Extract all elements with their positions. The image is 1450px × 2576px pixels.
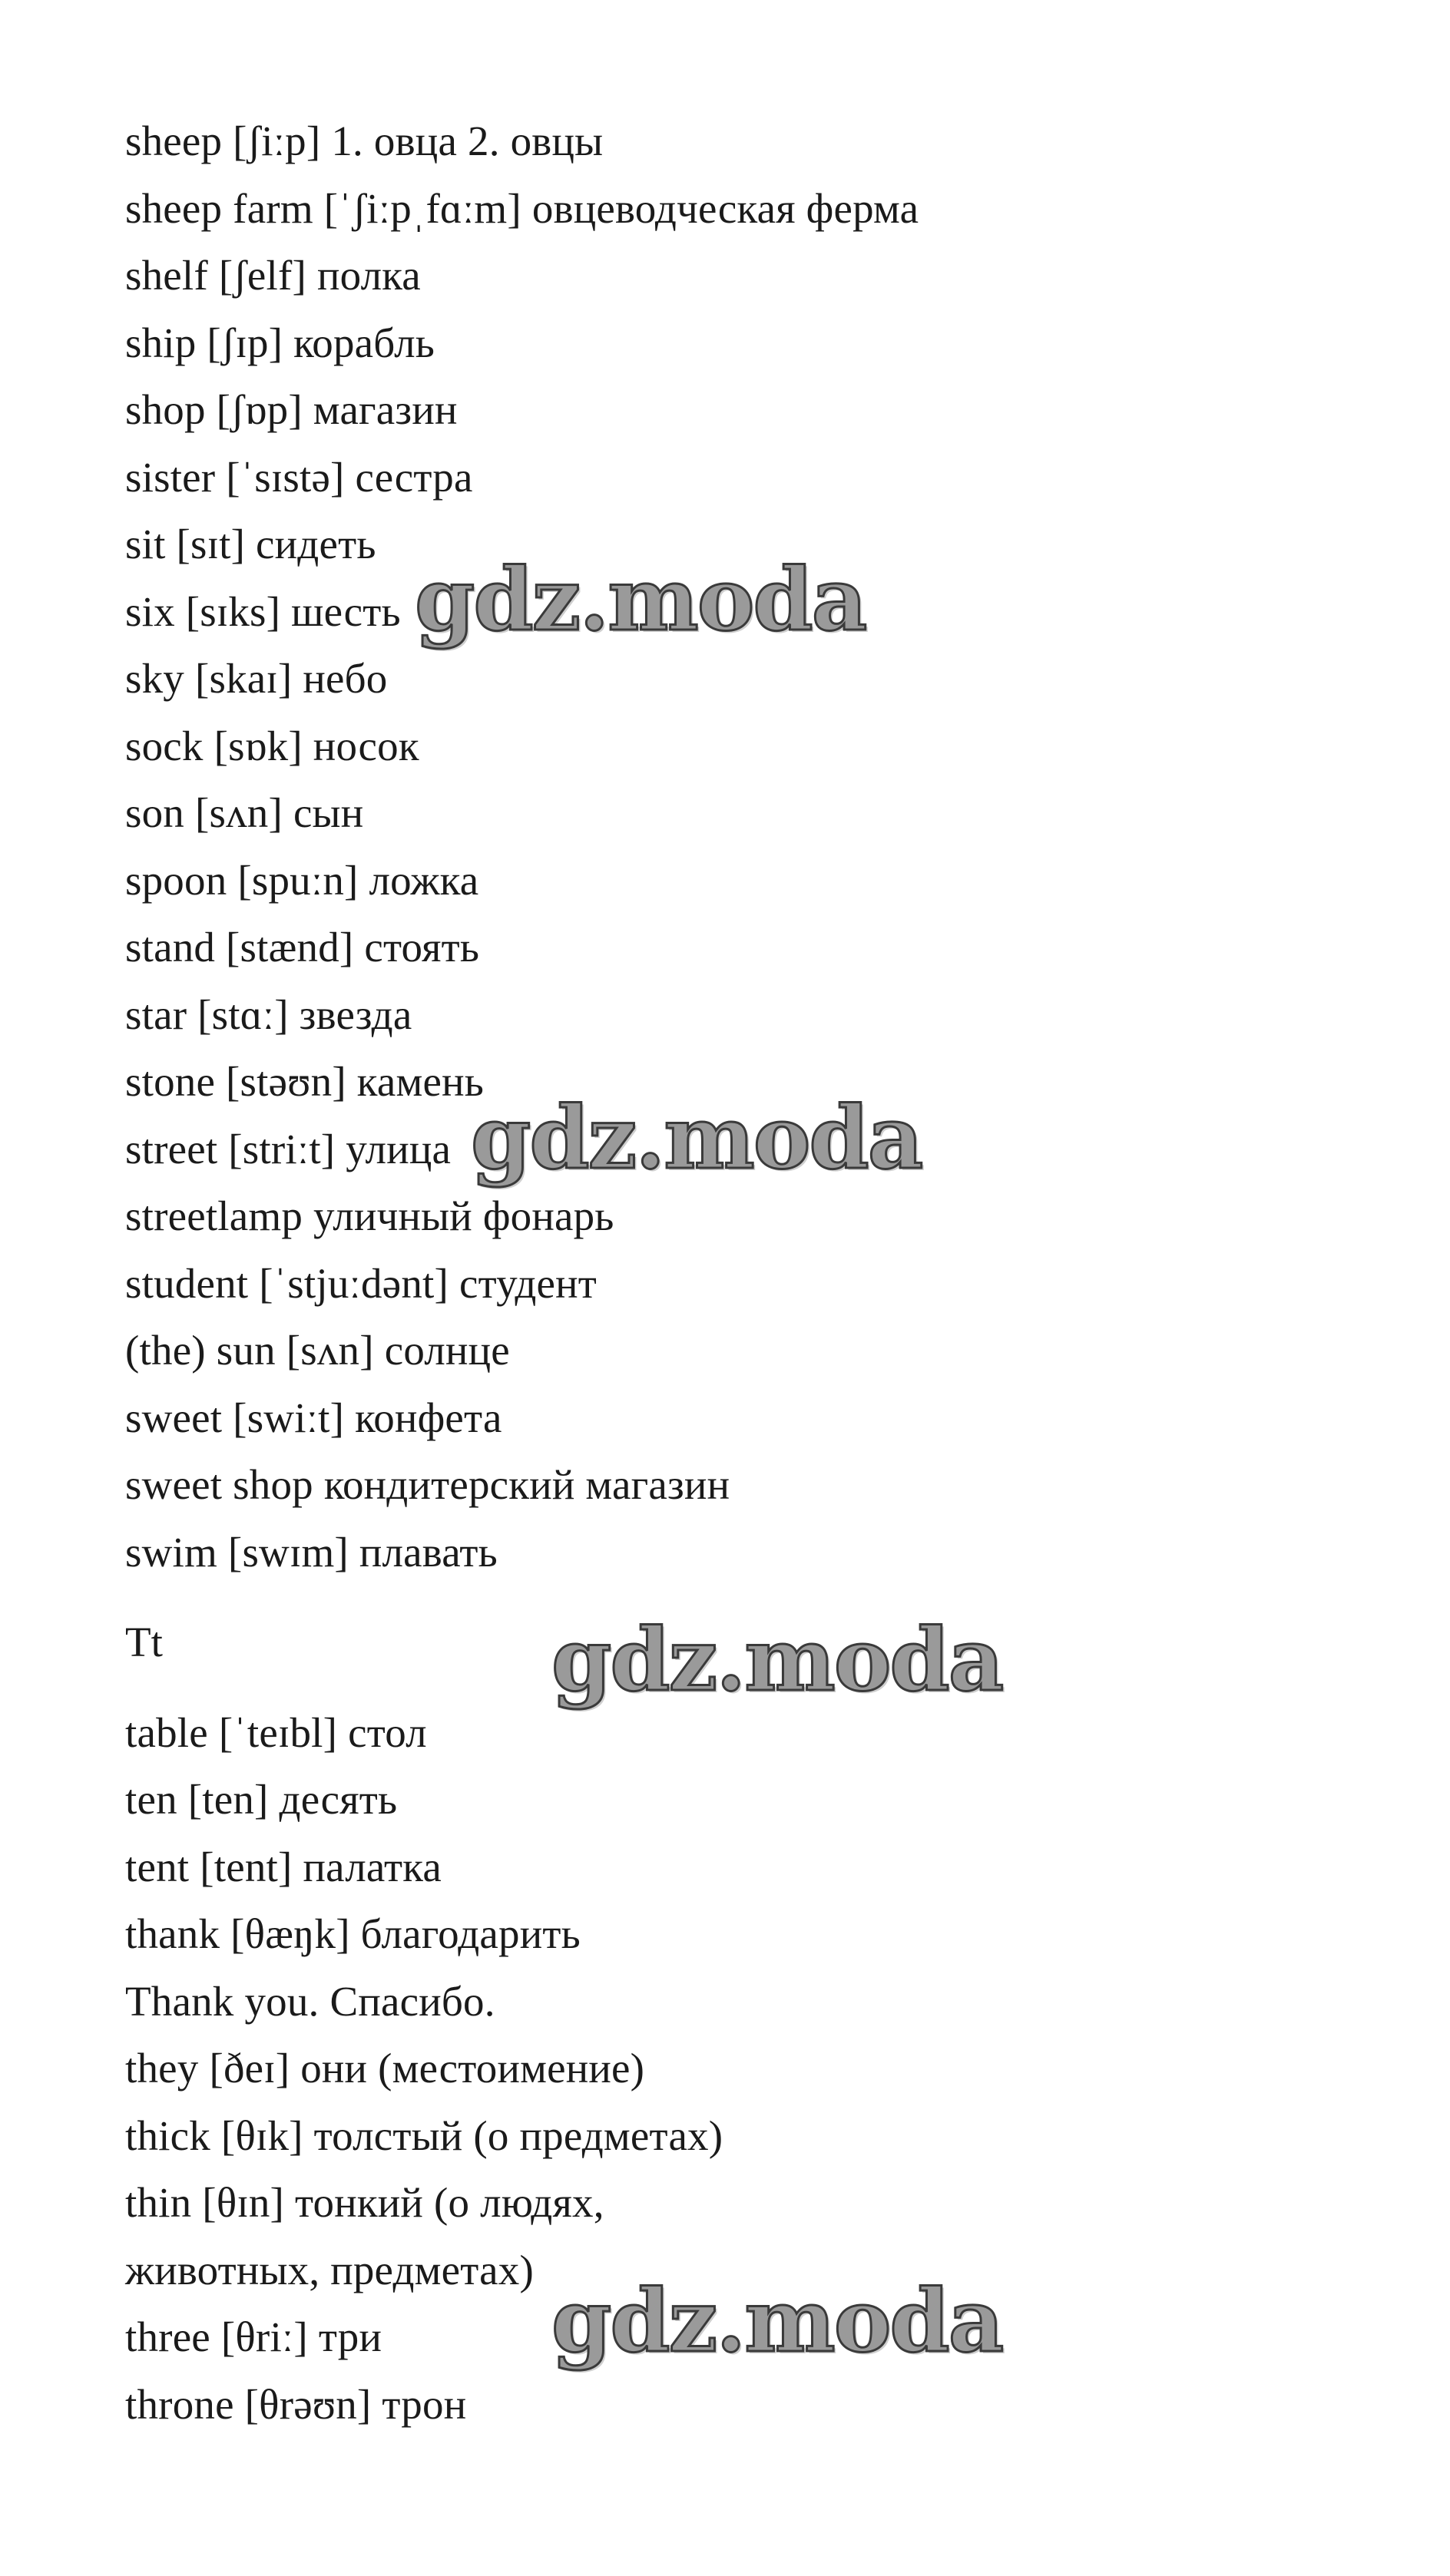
dictionary-entries bbox=[125, 107, 1277, 2438]
dictionary-entry: spoon [spuːn] ложка bbox=[125, 856, 479, 904]
dictionary-entry: shelf [ʃelf] полка bbox=[125, 252, 421, 299]
dictionary-entry: student [ˈstjuːdənt] студент bbox=[125, 1259, 597, 1307]
dictionary-entry: sweet [swiːt] конфета bbox=[125, 1394, 502, 1441]
dictionary-entry: (the) sun [sʌn] солнце bbox=[125, 1327, 510, 1374]
dictionary-entry: thick [θɪk] толстый (о предметах) bbox=[125, 2111, 723, 2159]
dictionary-entry: Thank you. Спасибо. bbox=[125, 1977, 495, 2025]
dictionary-entry: ten [ten] десять bbox=[125, 1776, 398, 1823]
watermark: gdz.moda bbox=[415, 550, 866, 650]
dictionary-entry: three [θriː] три bbox=[125, 2313, 382, 2360]
watermark: gdz.moda bbox=[551, 2271, 1003, 2372]
dictionary-entry: ship [ʃɪp] корабль bbox=[125, 319, 435, 366]
dictionary-entry: sheep [ʃiːp] 1. овца 2. овцы bbox=[125, 117, 604, 164]
dictionary-entry: street [striːt] улица bbox=[125, 1125, 452, 1172]
dictionary-entry: животных, предметах) bbox=[125, 2246, 534, 2293]
watermark: gdz.moda bbox=[471, 1088, 922, 1189]
dictionary-entry: stand [stænd] стоять bbox=[125, 924, 480, 971]
dictionary-entry: they [ðeɪ] они (местоимение) bbox=[125, 2045, 645, 2092]
dictionary-entry: swim [swɪm] плавать bbox=[125, 1528, 498, 1576]
dictionary-entry: thin [θɪn] тонкий (о людях, bbox=[125, 2179, 604, 2226]
dictionary-entry: sweet shop кондитерский магазин bbox=[125, 1461, 730, 1508]
dictionary-entry: shop [ʃɒp] магазин bbox=[125, 386, 458, 433]
dictionary-entry: table [ˈteɪbl] стол bbox=[125, 1708, 427, 1756]
dictionary-entry: sky [skaɪ] небо bbox=[125, 655, 388, 702]
dictionary-entry: son [sʌn] сын bbox=[125, 789, 364, 836]
dictionary-entry: sister [ˈsɪstə] сестра bbox=[125, 453, 473, 501]
entries-letter-s bbox=[125, 107, 1277, 1586]
entries-letter-t bbox=[125, 1699, 1277, 2439]
section-letter-heading: Tt bbox=[125, 1619, 163, 1665]
dictionary-entry: six [sɪks] шесть bbox=[125, 587, 401, 635]
dictionary-entry: throne [θrəʊn] трон bbox=[125, 2380, 467, 2428]
dictionary-entry: sit [sɪt] сидеть bbox=[125, 521, 376, 567]
dictionary-entry: streetlamp уличный фонарь bbox=[125, 1192, 614, 1239]
watermark: gdz.moda bbox=[551, 1610, 1003, 1711]
dictionary-entry: star [stɑː] звезда bbox=[125, 990, 412, 1038]
dictionary-entry: tent [tent] палатка bbox=[125, 1843, 442, 1890]
dictionary-entry: thank [θæŋk] благодарить bbox=[125, 1910, 581, 1957]
dictionary-entry: sheep farm [ˈʃiːpˌfɑːm] овцеводческая ферма bbox=[125, 184, 919, 232]
dictionary-entry: stone [stəʊn] камень bbox=[125, 1058, 485, 1105]
dictionary-entry: sock [sɒk] носок bbox=[125, 722, 419, 769]
